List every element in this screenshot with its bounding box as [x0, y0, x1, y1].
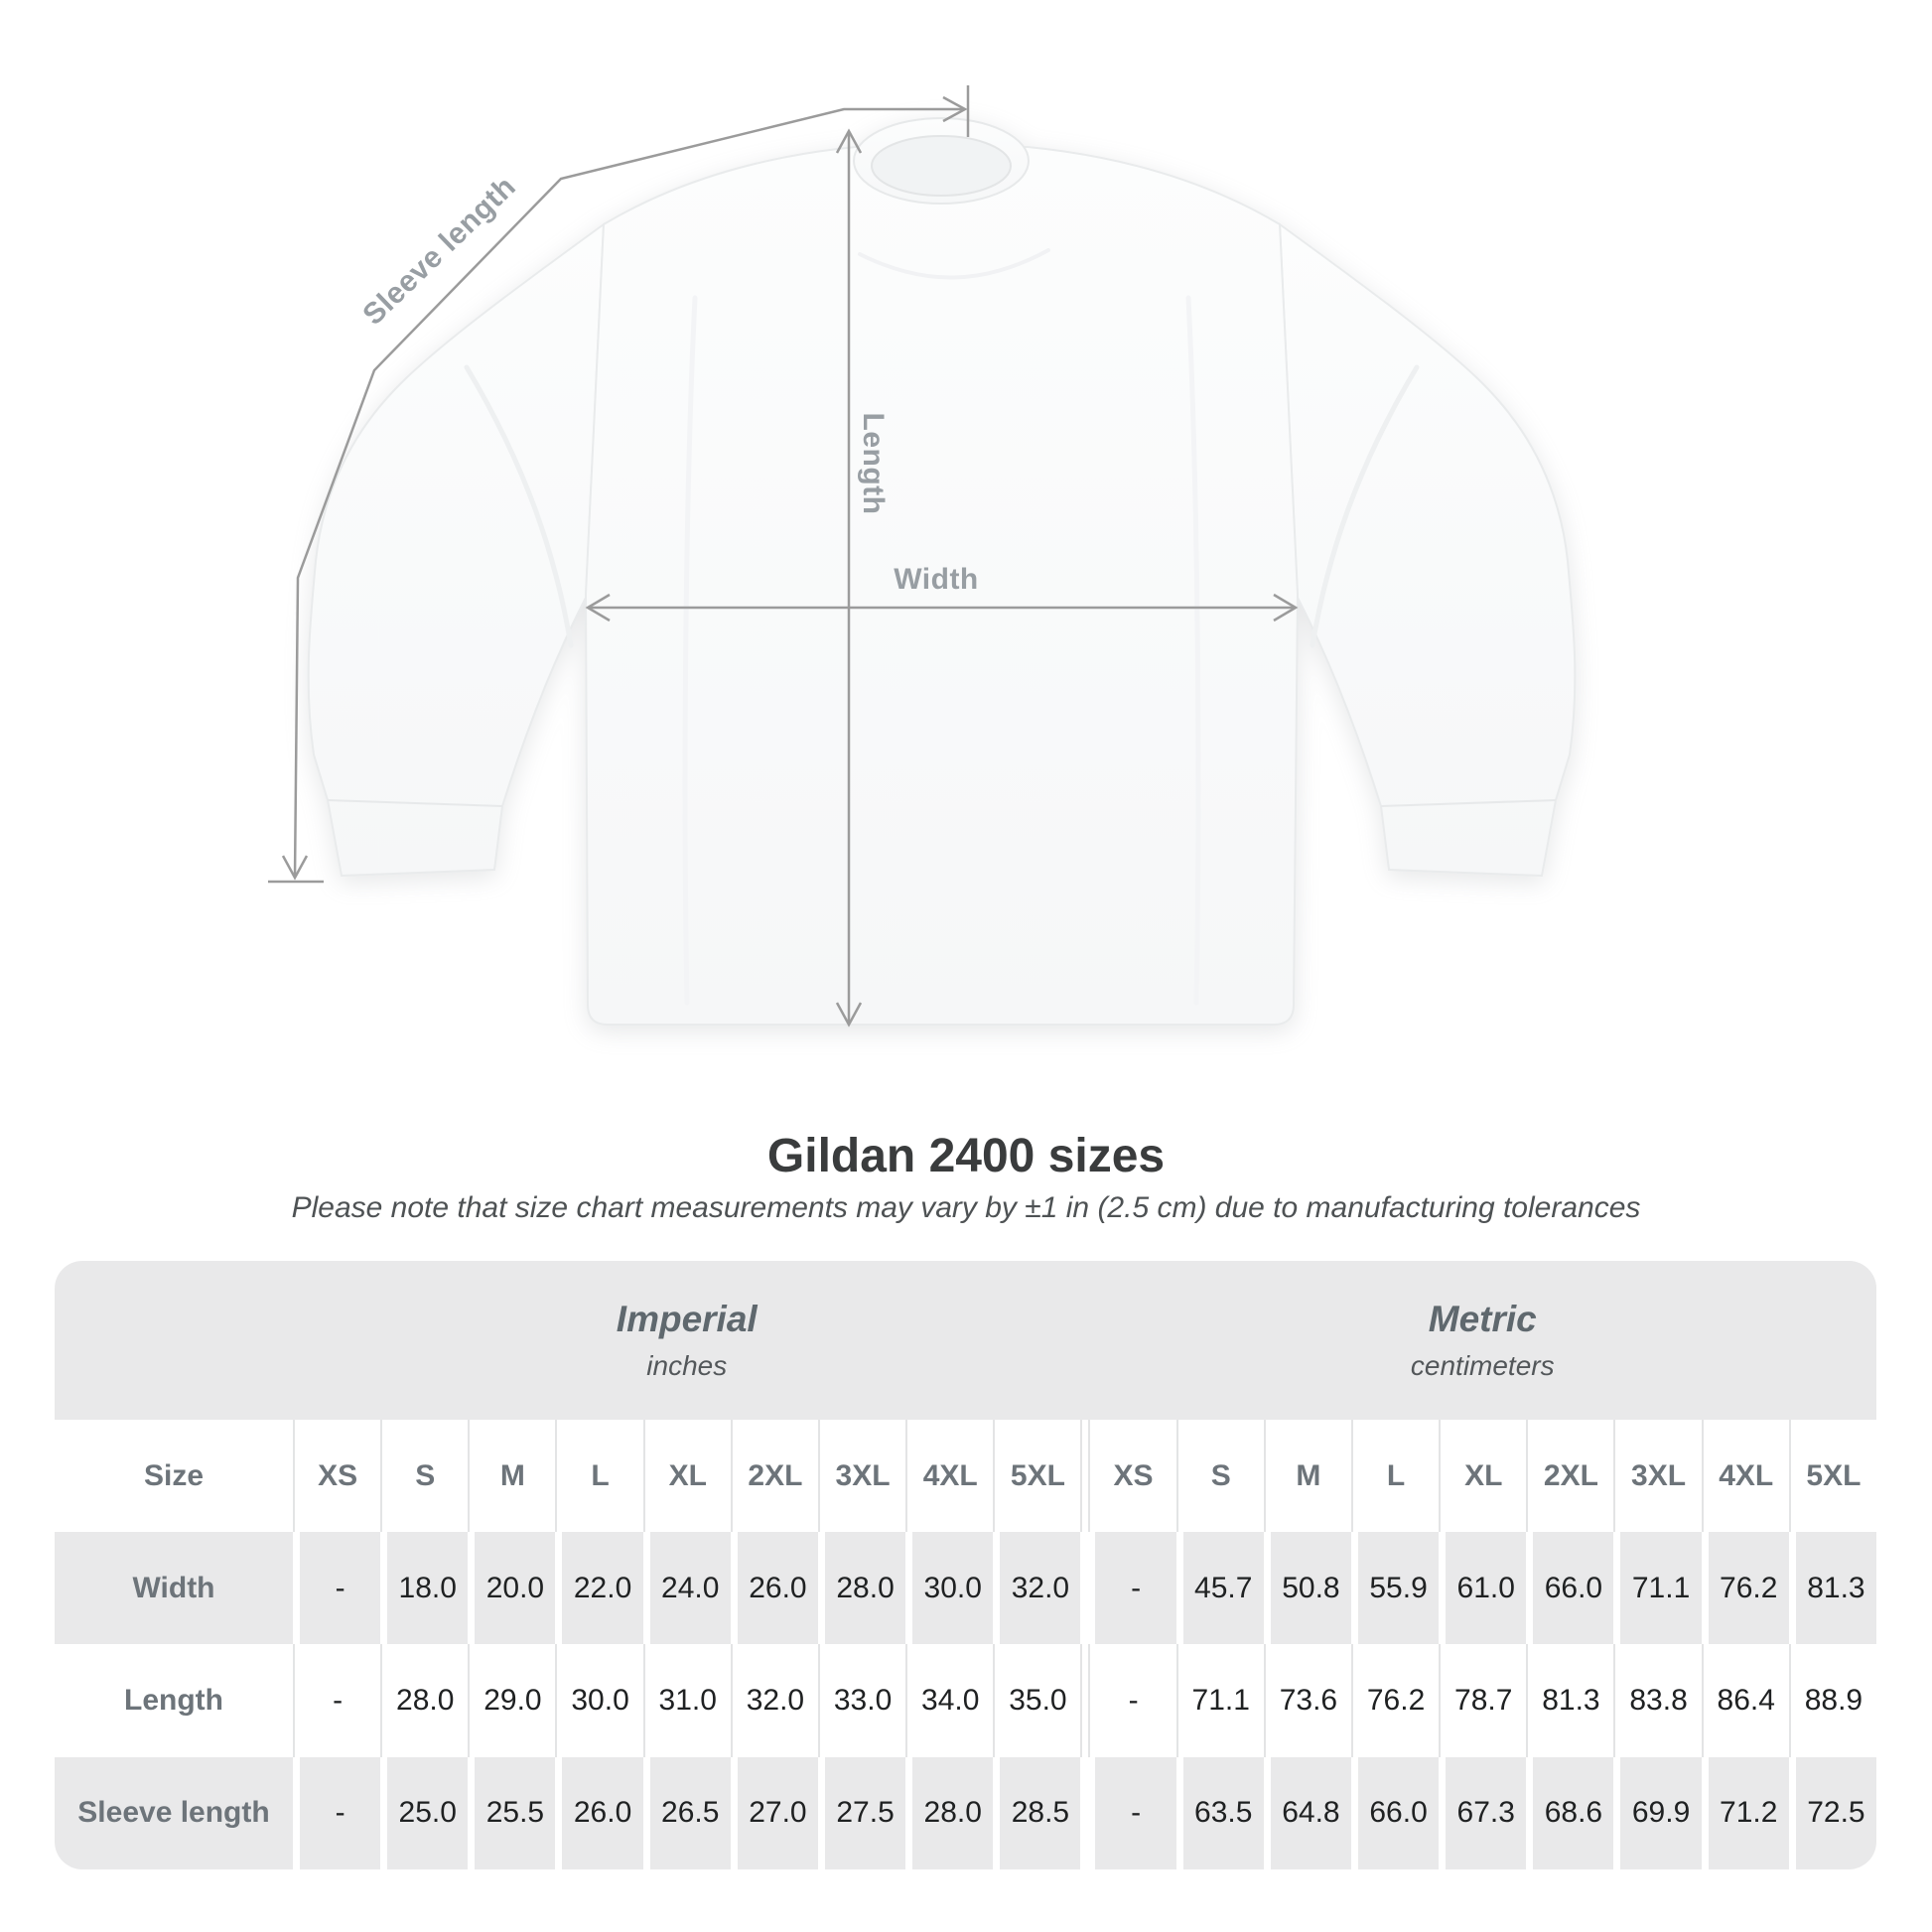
- value-cell: 26.5: [643, 1757, 731, 1869]
- value-cell: 66.0: [1351, 1757, 1439, 1869]
- group-header-spacer: [55, 1261, 293, 1420]
- value-cell: -: [1088, 1757, 1175, 1869]
- size-col-header: XL: [643, 1420, 731, 1532]
- size-col-header: XS: [1088, 1420, 1175, 1532]
- size-col-header: S: [380, 1420, 468, 1532]
- group-gap: [1080, 1420, 1088, 1532]
- size-col-header: 4XL: [905, 1420, 993, 1532]
- size-col-header: XL: [1439, 1420, 1526, 1532]
- group-gap: [1080, 1757, 1088, 1869]
- value-cell: 71.2: [1702, 1757, 1789, 1869]
- value-cell: 28.0: [818, 1532, 905, 1644]
- value-cell: 22.0: [555, 1532, 642, 1644]
- value-cell: 26.0: [555, 1757, 642, 1869]
- value-cell: 64.8: [1264, 1757, 1351, 1869]
- tolerance-note: Please note that size chart measurements may vary by ±1 in (2.5 cm) due to manufacturing tolerances: [291, 1191, 1641, 1224]
- width-label: Width: [894, 563, 979, 596]
- value-cell: 27.5: [818, 1757, 905, 1869]
- value-cell: 35.0: [993, 1644, 1080, 1756]
- group-gap: [1081, 1261, 1089, 1420]
- value-cell: 71.1: [1613, 1532, 1701, 1644]
- value-cell: 28.0: [380, 1644, 468, 1756]
- metric-group-unit: centimeters: [1410, 1350, 1555, 1381]
- value-cell: 50.8: [1264, 1532, 1351, 1644]
- value-cell: 86.4: [1702, 1644, 1789, 1756]
- size-col-header: M: [1264, 1420, 1351, 1532]
- size-table: [55, 1261, 1876, 1869]
- size-col-header: M: [468, 1420, 555, 1532]
- value-cell: -: [293, 1644, 380, 1756]
- value-cell: 30.0: [905, 1532, 993, 1644]
- value-cell: -: [293, 1532, 380, 1644]
- size-col-header: 3XL: [1613, 1420, 1701, 1532]
- value-cell: 18.0: [380, 1532, 468, 1644]
- value-cell: 45.7: [1176, 1532, 1264, 1644]
- value-cell: 32.0: [993, 1532, 1080, 1644]
- value-cell: 67.3: [1439, 1757, 1526, 1869]
- size-col-header: 3XL: [818, 1420, 905, 1532]
- value-cell: 81.3: [1789, 1532, 1876, 1644]
- value-cell: 34.0: [905, 1644, 993, 1756]
- value-cell: 66.0: [1526, 1532, 1613, 1644]
- value-cell: 30.0: [555, 1644, 642, 1756]
- value-cell: 29.0: [468, 1644, 555, 1756]
- imperial-group-name: Imperial: [616, 1299, 758, 1339]
- size-col-header: 5XL: [1789, 1420, 1876, 1532]
- size-col-header: L: [1351, 1420, 1439, 1532]
- value-cell: 63.5: [1176, 1757, 1264, 1869]
- value-cell: 81.3: [1526, 1644, 1613, 1756]
- size-col-header: 2XL: [1526, 1420, 1613, 1532]
- value-cell: 83.8: [1613, 1644, 1701, 1756]
- value-cell: 73.6: [1264, 1644, 1351, 1756]
- group-gap: [1080, 1644, 1088, 1756]
- sleeve-length-label: Sleeve length: [356, 170, 523, 332]
- size-col-header: S: [1176, 1420, 1264, 1532]
- group-gap: [1080, 1532, 1088, 1644]
- value-cell: 20.0: [468, 1532, 555, 1644]
- size-col-header: L: [555, 1420, 642, 1532]
- value-cell: -: [293, 1757, 380, 1869]
- value-cell: 28.0: [905, 1757, 993, 1869]
- length-label: Length: [857, 412, 890, 515]
- value-cell: 26.0: [731, 1532, 818, 1644]
- table-row: [55, 1532, 1876, 1644]
- size-header-row: [55, 1420, 1876, 1532]
- size-col-header: 2XL: [731, 1420, 818, 1532]
- row-label: Width: [55, 1532, 293, 1644]
- imperial-group-unit: inches: [646, 1350, 728, 1381]
- size-col-header: 5XL: [993, 1420, 1080, 1532]
- value-cell: 78.7: [1439, 1644, 1526, 1756]
- value-cell: 33.0: [818, 1644, 905, 1756]
- table-row: [55, 1644, 1876, 1756]
- value-cell: 61.0: [1439, 1532, 1526, 1644]
- value-cell: 28.5: [993, 1757, 1080, 1869]
- table-body: [55, 1532, 1876, 1869]
- value-cell: 55.9: [1351, 1532, 1439, 1644]
- value-cell: 25.5: [468, 1757, 555, 1869]
- value-cell: 69.9: [1613, 1757, 1701, 1869]
- size-header-label: Size: [143, 1458, 205, 1492]
- metric-group-header: [1089, 1261, 1877, 1420]
- unit-group-header-row: [55, 1261, 1876, 1420]
- value-cell: 72.5: [1789, 1757, 1876, 1869]
- table-row: [55, 1757, 1876, 1869]
- value-cell: -: [1088, 1532, 1175, 1644]
- value-cell: -: [1088, 1644, 1175, 1756]
- value-cell: 25.0: [380, 1757, 468, 1869]
- row-label: Sleeve length: [55, 1757, 293, 1869]
- value-cell: 24.0: [643, 1532, 731, 1644]
- value-cell: 31.0: [643, 1644, 731, 1756]
- value-cell: 76.2: [1702, 1532, 1789, 1644]
- value-cell: 68.6: [1526, 1757, 1613, 1869]
- imperial-group-header: [293, 1261, 1081, 1420]
- size-col-header: XS: [293, 1420, 380, 1532]
- value-cell: 76.2: [1351, 1644, 1439, 1756]
- row-label: Length: [124, 1683, 223, 1717]
- value-cell: 27.0: [731, 1757, 818, 1869]
- page-title: Gildan 2400 sizes: [766, 1130, 1166, 1182]
- value-cell: 32.0: [731, 1644, 818, 1756]
- metric-group-name: Metric: [1428, 1299, 1537, 1339]
- value-cell: 71.1: [1176, 1644, 1264, 1756]
- value-cell: 88.9: [1789, 1644, 1876, 1756]
- size-col-header: 4XL: [1702, 1420, 1789, 1532]
